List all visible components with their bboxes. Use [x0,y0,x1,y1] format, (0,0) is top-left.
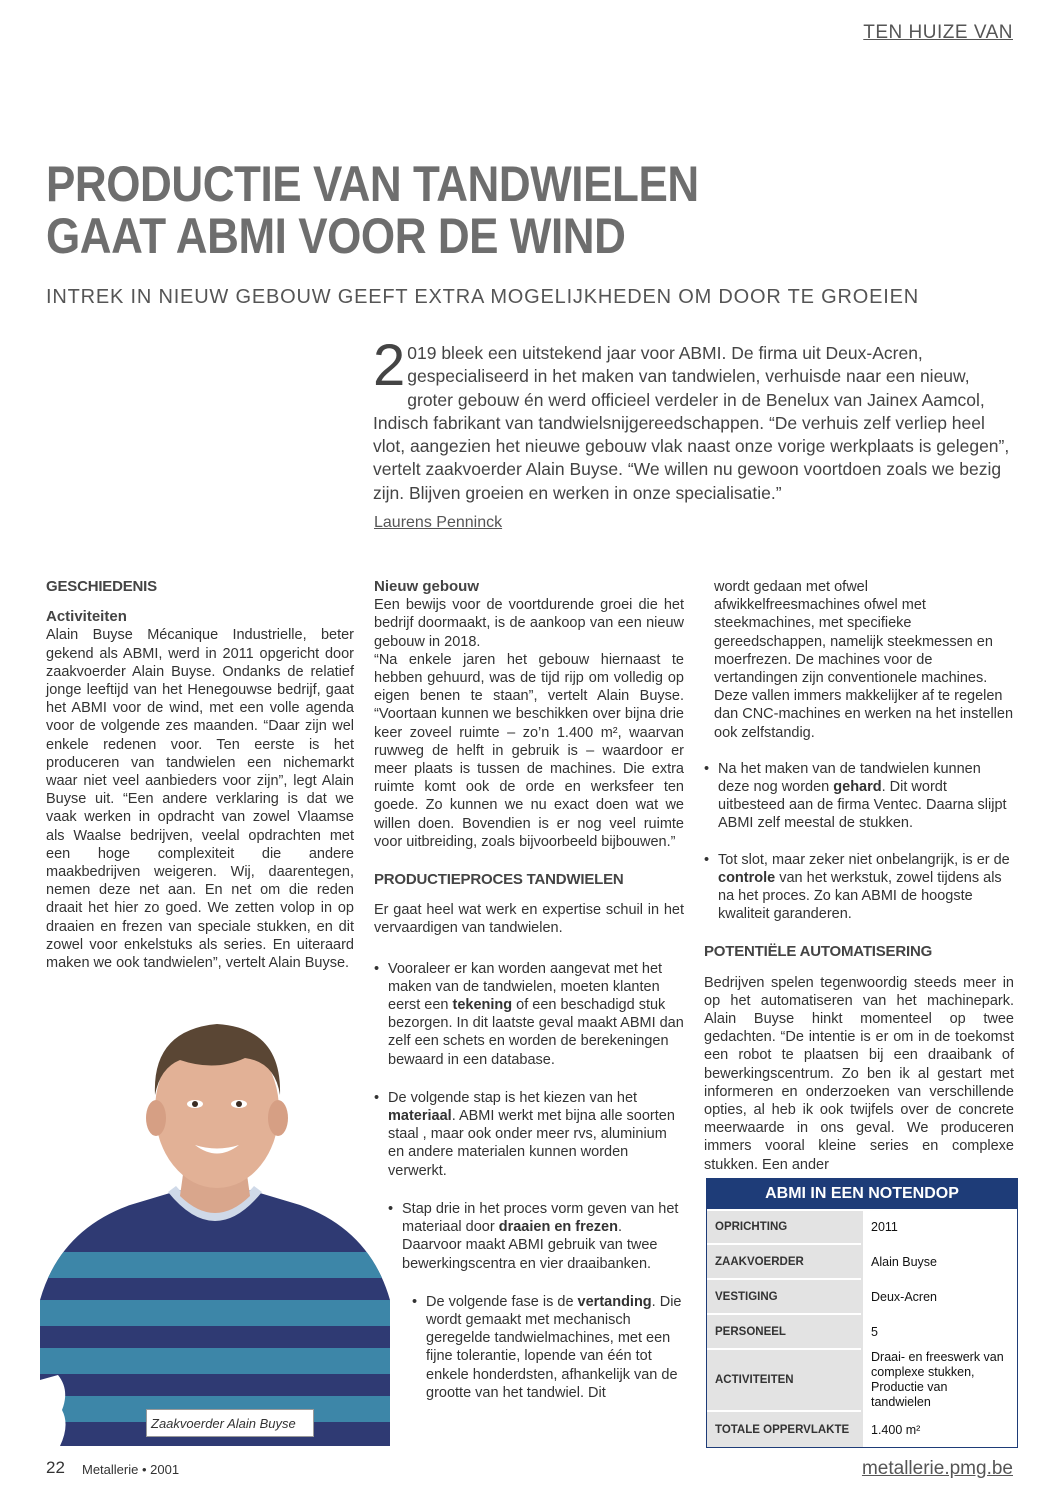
paragraph: Een bewijs voor de voortdurende groei die het bedrijf doormaakt, is de aankoop van een nieuw gebouw in 2018. [374,597,684,650]
factbox-key: TOTALE OPPERVLAKTE [707,1411,862,1447]
website-link[interactable]: metallerie.pmg.be [861,1458,1013,1479]
article-subtitle: INTREK IN NIEUW GEBOUW GEEFT EXTRA MOGELIJKHEDEN OM DOOR TE GROEIEN [46,286,919,308]
table-row [707,1349,1017,1411]
factbox-value: Alain Buyse [862,1244,1017,1279]
list-item-text: Vooraleer er kan worden aangevat met het maken van de tandwielen, moeten klanten eerst een [388,960,663,1014]
bullet-icon: • [704,851,710,868]
column-3 [704,578,1014,1174]
column-2 [374,578,684,1402]
table-row [707,1210,1017,1244]
title-line-1: PRODUCTIE VAN TANDWIELEN [46,156,699,212]
paragraph: wordt gedaan met ofwel afwikkelfreesmachines ofwel met steekmachines, met specifieke gereedschappen, namelijk steekmessen en moerfrezen. De machines voor de vertandingen zijn conventionele machines. Deze vallen immers makkelijker af te regelen dan CNC-machines en werken na het instellen ook zelfstandig. [714,579,1014,741]
factbox-title: ABMI IN EEN NOTENDOP [707,1179,1017,1209]
list-item [374,1293,684,1402]
intro-paragraph [373,333,1013,505]
paragraph: Bedrijven spelen tegenwoordig steeds meer in op het automatiseren van het machinepark. Alain Buyse hinkt momenteel op twee gedachten. “De intentie is er om in de toekomst een robot te plaatsen bij een draaibank of bewerkingscentrum. Zo ben ik al gestart met informeren en onderzoeken van verschillende opties, al heb ik ook twijfels over de concrete meerwaarde in ons geval. We produceren immers vooral kleine series en complexe stukken. Een ander [704,974,1014,1173]
intro-text: 019 bleek een uitstekend jaar voor ABMI. De firma uit Deux-Acren, gespecialiseerd in het maken van tandwielen, verhuisde naar een nieuw, groter gebouw én werd officieel verdeler in de Benelux van Jainex Aamcol, Indisch fabrikant van tandwielsnijgereedschappen. “De verhuis zelf verliep heel vlot, aangezien het nieuwe gebouw vlak naast onze vorige werkplaats is gelegen”, vertelt zaakvoerder Alain Buyse. “We willen nu gewoon voortdoen zoals we bezig zijn. Blijven groeien en werken in onze specialisatie.” [373,343,1010,503]
subheading-nieuw-gebouw: Nieuw gebouw [374,578,479,595]
list-item-text: van het werkstuk, zowel tijdens als na het proces. Zo kan ABMI de hoogste kwaliteit garanderen. [718,869,1002,923]
page-number: 22 [46,1458,65,1477]
list-item [704,851,1014,924]
factbox-key: ZAAKVOERDER [707,1244,862,1279]
subheading-activiteiten: Activiteiten [46,608,127,626]
table-row [707,1244,1017,1279]
section-heading-productieproces: PRODUCTIEPROCES TANDWIELEN [374,871,624,889]
list-item-emphasis: draaien en frezen [498,1219,618,1236]
list-item-emphasis: controle [718,869,776,886]
paragraph: Alain Buyse Mécanique Industrielle, beter gekend als ABMI, werd in 2011 opgericht door zaakvoerder Alain Buyse. Ondanks de relatief jonge leeftijd van het Henegouwse bedrijf, gaat het ABMI voor de wind, met een volle agenda voor de volgende zes maanden. “Daar zijn wel enkele redenen voor. Ten eerste is het produceren van tandwielen een nichemarkt waar niet veel aanbieders voor zijn”, legt Alain Buyse uit. “Een andere verklaring is dat we vaak werken in opdracht van zowel Vlaamse als Waalse bedrijven, veelal opdrachten met een hoge complexiteit die andere maakbedrijven weigeren. Wij, daarentegen, nemen deze net aan. En net om die reden draait het hier zo goed. We zetten volop in op draaien en frezen van speciale stukken, en dit zowel voor enkelstuks als series. En uiteraard maken we ook tandwielen”, vertelt Alain Buyse. [46,627,354,972]
portrait-photo [40,1000,390,1446]
magazine-issue: Metallerie • 2001 [82,1462,180,1477]
factbox-value: 1.400 m² [862,1411,1017,1447]
list-item-text: Stap drie in het proces vorm geven van het materiaal door [402,1200,679,1236]
factbox-value: 2011 [862,1210,1017,1244]
list-item-text: . Daarvoor maakt ABMI gebruik van twee bewerkingscentra en vier draaibanken. [402,1219,658,1272]
list-item-text: . Dit wordt uitbesteed aan de firma Ventec. Daarna slijpt ABMI zelf meestal de stukken. [718,779,1007,832]
factbox-key: OPRICHTING [707,1210,862,1244]
list-item [374,1089,684,1180]
section-heading-automatisering: POTENTIËLE AUTOMATISERING [704,943,933,961]
list-item-text: of een beschadigd stuk bezorgen. In dit laatste geval maakt ABMI dan zelf een schets en worden de berekeningen bewaard in een database. [388,997,684,1068]
factbox-key: PERSONEEL [707,1314,862,1349]
table-row [707,1314,1017,1349]
factbox [706,1178,1018,1448]
paragraph: Er gaat heel wat werk en expertise schuil in het vervaardigen van tandwielen. [374,902,684,937]
bullet-icon: • [704,760,710,777]
photo-caption: Zaakvoerder Alain Buyse [146,1409,314,1437]
list-item-text: . Die wordt gemaakt met mechanisch geregelde tandwielmachines, met een fijne tolerantie, lopende van één tot enkele honderdsten, afhankelijk van de grootte van het tandwiel. Dit [426,1293,682,1401]
title-line-2: GAAT ABMI VOOR DE WIND [46,208,626,264]
list-item-emphasis: materiaal [388,1108,452,1125]
bullet-icon: • [374,960,380,977]
list-item-text: De volgende stap is het kiezen van het [388,1089,638,1106]
dropcap: 2 [373,333,406,398]
list-item-text: Tot slot, maar zeker niet onbelangrijk, is er de [718,851,1010,868]
list-item [374,1200,684,1273]
bullet-icon: • [388,1200,394,1217]
list-item-text: Na het maken van de tandwielen kunnen deze nog worden [718,760,981,796]
factbox-table [707,1209,1017,1447]
factbox-key: ACTIVITEITEN [707,1349,862,1411]
list-item-text: . ABMI werkt met bijna alle soorten staal , maar ook onder meer rvs, aluminium en andere materialen kunnen worden verwerkt. [388,1108,675,1179]
list-item-emphasis: tekening [452,997,513,1014]
author-link[interactable]: Laurens Penninck [374,514,503,531]
bullet-icon: • [412,1293,418,1310]
section-tag[interactable]: TEN HUIZE VAN [863,22,1013,43]
list-item [704,760,1014,833]
table-row [707,1411,1017,1447]
factbox-value: 5 [862,1314,1017,1349]
list-item-emphasis: gehard [833,779,882,796]
paragraph: “Na enkele jaren het gebouw hiernaast te hebben gehuurd, was de tijd rijp om volledig op eigen benen te staan”, vertelt Alain Buyse. “Voortaan kunnen we beschikken over bijna drie keer zoveel ruimte – zo’n 1.400 m², waarvan ruwweg de helft in gebruik is – waardoor er meer plaats is tussen de machines. Die extra ruimte komt ook de orde en werksfeer ten goede. Zo kunnen we nu exact doen wat we willen doen. Bovendien is er nog veel ruimte voor uitbreiding, zoals bijvoorbeeld bijbouwen.” [374,651,684,850]
factbox-key: VESTIGING [707,1279,862,1314]
factbox-value: Deux-Acren [862,1279,1017,1314]
article-title [46,158,838,262]
section-heading-geschiedenis: GESCHIEDENIS [46,578,157,595]
list-item-emphasis: vertanding [577,1293,652,1310]
list-item [374,960,684,1069]
table-row [707,1279,1017,1314]
factbox-value: Draai- en freeswerk van complexe stukken, Productie van tandwielen [862,1349,1017,1411]
column-1 [46,578,354,972]
bullet-icon: • [374,1089,380,1106]
list-item-text: De volgende fase is de [426,1293,578,1310]
portrait-illustration [40,1000,390,1446]
